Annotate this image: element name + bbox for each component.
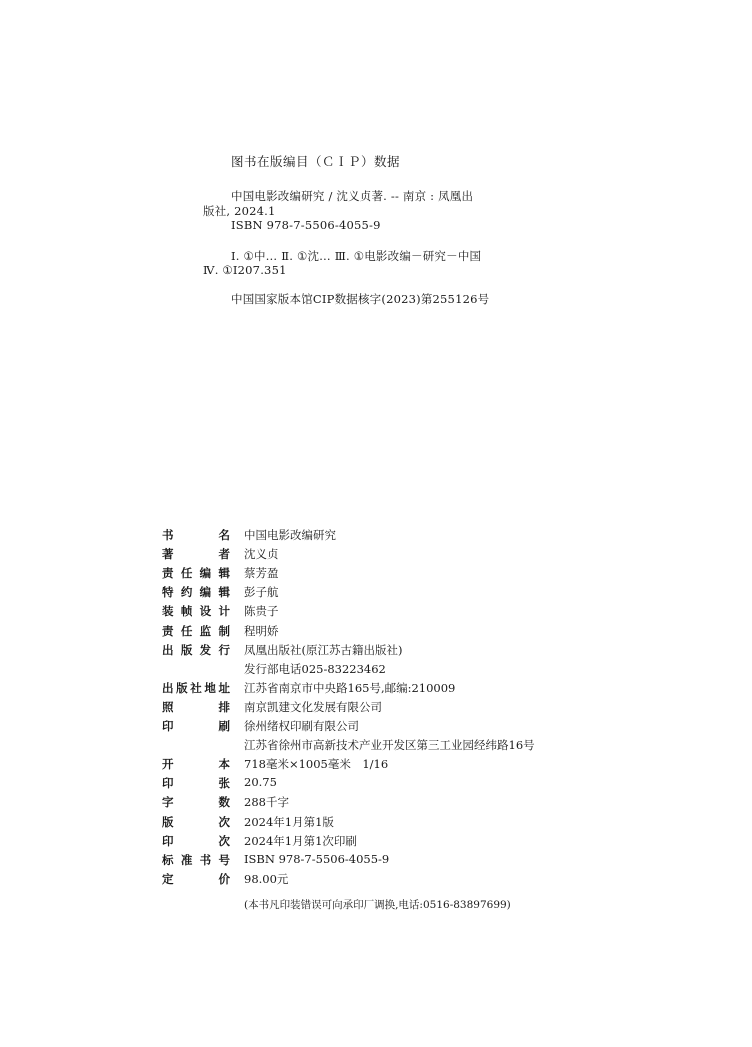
- info-value: 凤凰出版社(原江苏古籍出版社): [244, 642, 403, 657]
- cip-line-publisher-date: 版社, 2024.1: [203, 204, 276, 218]
- info-label: 责任监制: [162, 623, 230, 638]
- info-value: 2024年1月第1版: [244, 814, 334, 829]
- cip-line-isbn: ISBN 978-7-5506-4055-9: [231, 218, 381, 232]
- info-value: 江苏省徐州市高新技术产业开发区第三工业园经纬路16号: [244, 738, 535, 753]
- info-value: ISBN 978-7-5506-4055-9: [244, 851, 390, 866]
- info-label: 版次: [162, 814, 230, 829]
- info-value: 288千字: [244, 795, 289, 810]
- info-value: 彭子航: [244, 585, 279, 600]
- cip-title: 图书在版编目（ＣＩＰ）数据: [231, 154, 401, 169]
- info-value: 南京凯建文化发展有限公司: [244, 699, 382, 714]
- cip-line-classification: Ⅰ. ①中… Ⅱ. ①沈… Ⅲ. ①电影改编－研究－中国: [231, 249, 482, 263]
- info-label: 标准书号: [162, 852, 230, 867]
- info-value: 蔡芳盈: [244, 566, 279, 581]
- info-label: 字数: [162, 795, 230, 810]
- info-value: 98.00元: [244, 871, 289, 886]
- info-label: 印刷: [162, 719, 230, 733]
- info-value: 江苏省南京市中央路165号,邮编:210009: [244, 680, 456, 695]
- info-value: 陈贵子: [244, 604, 279, 619]
- info-label: 出版社地址: [162, 680, 230, 695]
- info-label: 定价: [162, 871, 230, 886]
- info-value: 徐州绪权印刷有限公司: [244, 719, 359, 733]
- printing-error-note: (本书凡印装错误可向承印厂调换,电话:0516-83897699): [244, 899, 511, 911]
- info-label: 开本: [162, 757, 230, 772]
- info-label: 装帧设计: [162, 604, 230, 619]
- info-label: 出版发行: [162, 642, 230, 657]
- info-value: 20.75: [244, 775, 277, 790]
- info-label: 特约编辑: [162, 585, 230, 600]
- info-label: 责任编辑: [162, 566, 230, 581]
- info-value: 沈义贞: [244, 547, 279, 562]
- info-label: 印张: [162, 776, 230, 791]
- info-label: 书名: [162, 528, 230, 542]
- cip-line-record-number: 中国国家版本馆CIP数据核字(2023)第255126号: [231, 292, 490, 306]
- info-value: 2024年1月第1次印刷: [244, 833, 357, 848]
- info-label: 印次: [162, 833, 230, 848]
- info-label: 照排: [162, 699, 230, 714]
- info-value: 发行部电话025-83223462: [244, 661, 386, 676]
- info-value: 中国电影改编研究: [244, 528, 336, 542]
- cip-line-clc-number: Ⅳ. ①I207.351: [203, 263, 287, 277]
- info-label: 著者: [162, 547, 230, 562]
- info-value: 718毫米×1005毫米 1/16: [244, 757, 389, 772]
- cip-line-title-author: 中国电影改编研究 / 沈义贞著. -- 南京 : 凤凰出: [231, 189, 474, 203]
- info-value: 程明娇: [244, 623, 279, 638]
